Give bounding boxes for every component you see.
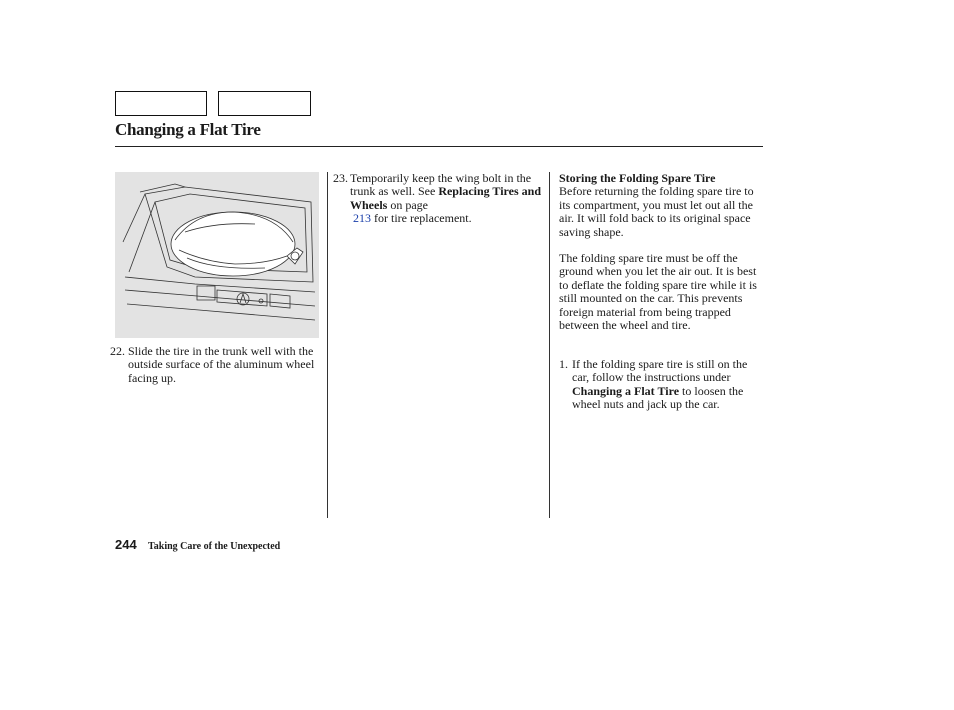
trunk-illustration bbox=[115, 172, 319, 338]
title-rule bbox=[115, 146, 763, 147]
storing-spare-para-2: The folding spare tire must be off the ground when you let the air out. It is best to deflate the folding spare tire while it is still mounted on the car. This prevents foreign material from being trapped between the wheel and tire. bbox=[559, 251, 757, 333]
page-213-link[interactable]: 213 bbox=[353, 211, 371, 226]
step-23-number: 23. bbox=[333, 171, 348, 185]
nav-box-prev[interactable] bbox=[115, 91, 207, 116]
step-23-text-a: Temporarily keep the wing bolt in the trunk as well. See bbox=[350, 171, 532, 199]
storing-spare-para-1: Before returning the folding spare tire to its compartment, you must let out all the air. It will fold back to its original space saving shape. bbox=[559, 184, 754, 239]
changing-flat-tire-ref: Changing a Flat Tire bbox=[572, 383, 680, 398]
replacing-tires-ref: Replacing Tires and Wheels bbox=[350, 184, 542, 212]
step-23-text-c: for tire replacement. bbox=[371, 211, 472, 226]
storing-step-1-number: 1. bbox=[559, 357, 568, 371]
column-divider-2 bbox=[549, 172, 550, 518]
storing-step-1-text-b: to loosen the wheel nuts and jack up the car. bbox=[572, 383, 744, 412]
storing-spare-heading: Storing the Folding Spare Tire bbox=[559, 171, 716, 185]
step-23-text-b: on page bbox=[387, 197, 428, 212]
storing-step-1-text bbox=[572, 358, 764, 412]
step-23-text bbox=[350, 172, 543, 226]
nav-box-next[interactable] bbox=[218, 91, 311, 116]
column-divider-1 bbox=[327, 172, 328, 518]
step-22-text: Slide the tire in the trunk well with the outside surface of the aluminum wheel facing up. bbox=[128, 344, 315, 385]
tire-shape bbox=[171, 212, 295, 276]
page-number: 244 bbox=[115, 537, 137, 552]
storing-spare-section bbox=[559, 172, 764, 239]
page-title: Changing a Flat Tire bbox=[115, 120, 261, 139]
step-22-number: 22. bbox=[110, 344, 125, 358]
section-name: Taking Care of the Unexpected bbox=[148, 541, 281, 552]
storing-step-1-text-a: If the folding spare tire is still on the car, follow the instructions under bbox=[572, 357, 748, 385]
